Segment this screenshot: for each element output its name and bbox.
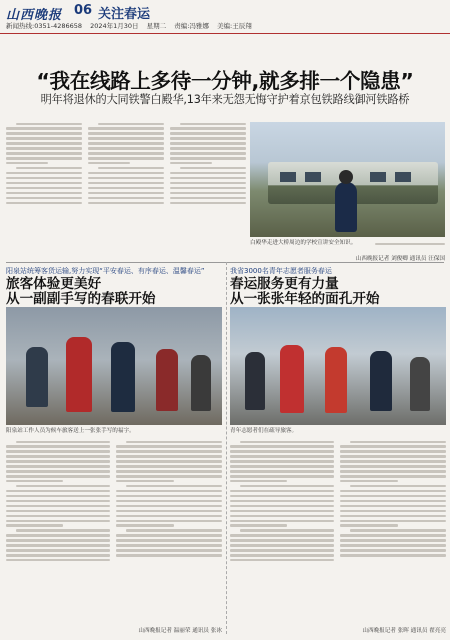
body-text-line xyxy=(230,534,334,536)
body-text-line xyxy=(6,187,82,189)
body-text-line xyxy=(6,450,110,452)
body-text-line xyxy=(6,202,82,204)
body-text-line xyxy=(116,554,222,556)
page-number: 06 xyxy=(74,3,93,18)
body-text-line xyxy=(6,495,110,497)
body-text-line xyxy=(6,182,82,184)
person-figure xyxy=(280,345,304,413)
body-text-line xyxy=(6,544,110,546)
train-window xyxy=(305,172,321,182)
body-text-line xyxy=(230,455,334,457)
body-text-line xyxy=(340,515,446,517)
body-text-line xyxy=(6,515,110,517)
body-text-line xyxy=(230,554,334,556)
person-figure xyxy=(370,351,392,411)
body-text-line xyxy=(230,524,287,526)
body-text-line xyxy=(230,445,334,447)
left-body-col-1 xyxy=(6,438,110,632)
body-text-line xyxy=(116,495,222,497)
body-text-line xyxy=(170,162,212,164)
person-figure xyxy=(66,337,92,412)
body-text-line xyxy=(116,515,222,517)
body-text-line xyxy=(170,157,246,159)
body-text-line xyxy=(126,529,222,531)
body-text-line xyxy=(88,172,164,174)
body-text-line xyxy=(88,137,164,139)
right-story-headline-2: 从一张张年轻的面孔开始 xyxy=(230,291,380,307)
body-text-line xyxy=(6,152,82,154)
body-text-line xyxy=(375,243,445,245)
left-story-headline-1: 旅客体验更美好 xyxy=(6,276,102,292)
body-text-line xyxy=(240,529,334,531)
body-text-line xyxy=(6,520,110,522)
right-story-credit: 山西晚报记者 张晖 通讯员 翟亮亮 xyxy=(362,628,446,634)
body-text-line xyxy=(170,197,246,199)
body-text-line xyxy=(170,177,246,179)
train-window xyxy=(280,172,296,182)
body-text-line xyxy=(98,167,164,169)
body-text-line xyxy=(170,187,246,189)
body-text-line xyxy=(340,520,446,522)
lead-photo-credit: 山西晚报记者 刘俊卿 通讯员 汪保国 xyxy=(355,256,445,262)
body-text-line xyxy=(6,460,110,462)
body-text-line xyxy=(88,142,164,144)
body-text-line xyxy=(88,152,164,154)
news-hotline: 新闻热线:0351-4286658 xyxy=(6,22,83,30)
body-text-line xyxy=(116,480,174,482)
body-text-line xyxy=(170,147,246,149)
body-text-line xyxy=(170,132,246,134)
issue-weekday: 星期二 xyxy=(146,22,167,30)
body-text-line xyxy=(6,157,82,159)
body-text-line xyxy=(88,127,164,129)
body-text-line xyxy=(230,510,334,512)
body-text-line xyxy=(340,495,446,497)
person-figure xyxy=(156,349,178,411)
body-text-line xyxy=(116,465,222,467)
body-text-line xyxy=(6,142,82,144)
body-text-line xyxy=(230,500,334,502)
body-text-line xyxy=(180,123,246,125)
body-text-line xyxy=(170,182,246,184)
body-text-line xyxy=(6,510,110,512)
body-text-line xyxy=(6,490,110,492)
body-text-line xyxy=(340,539,446,541)
officer-figure xyxy=(335,182,357,232)
body-text-line xyxy=(6,197,82,199)
person-figure xyxy=(410,357,430,411)
body-text-line xyxy=(340,510,446,512)
person-figure xyxy=(111,342,135,412)
left-body-col-2 xyxy=(116,438,222,624)
body-text-line xyxy=(6,137,82,139)
body-text-line xyxy=(170,172,246,174)
body-text-line xyxy=(6,445,110,447)
body-text-line xyxy=(116,544,222,546)
left-story-credit: 山西晚报记者 温丽荣 通讯员 张冰 xyxy=(138,628,222,634)
body-text-line xyxy=(88,157,164,159)
lead-photo-caption: 白殿华走进大桥周边的学校宣讲安全知识。 xyxy=(250,240,357,246)
body-text-line xyxy=(230,520,334,522)
body-text-line xyxy=(88,182,164,184)
body-text-line xyxy=(88,147,164,149)
body-text-line xyxy=(6,539,110,541)
body-text-line xyxy=(16,485,110,487)
body-text-line xyxy=(340,534,446,536)
body-text-line xyxy=(230,450,334,452)
body-text-line xyxy=(170,137,246,139)
body-text-line xyxy=(340,480,398,482)
body-text-line xyxy=(6,162,48,164)
body-text-line xyxy=(6,147,82,149)
designer-credit: 美编:王辰翔 xyxy=(217,22,252,30)
right-story-photo xyxy=(230,307,446,425)
body-text-line xyxy=(116,500,222,502)
body-text-line xyxy=(230,544,334,546)
body-text-line xyxy=(16,441,110,443)
body-text-line xyxy=(6,127,82,129)
body-text-line xyxy=(340,544,446,546)
body-text-line xyxy=(126,485,222,487)
body-text-line xyxy=(88,202,164,204)
body-text-line xyxy=(6,524,63,526)
body-text-line xyxy=(180,167,246,169)
body-text-line xyxy=(230,470,334,472)
body-text-line xyxy=(240,441,334,443)
body-text-line xyxy=(6,455,110,457)
body-text-line xyxy=(6,559,110,561)
body-text-line xyxy=(6,177,82,179)
body-text-line xyxy=(240,485,334,487)
body-text-line xyxy=(340,465,446,467)
body-text-line xyxy=(116,534,222,536)
left-story-kicker: 阳泉站统筹客货运输,努力实现“平安春运、有序春运、温馨春运” xyxy=(6,267,205,275)
body-text-line xyxy=(6,500,110,502)
lead-body-col-2 xyxy=(88,120,164,254)
body-text-line xyxy=(230,465,334,467)
body-text-line xyxy=(88,187,164,189)
person-figure xyxy=(245,352,265,410)
right-story-kicker: 我省3000名青年志愿者服务春运 xyxy=(230,267,332,275)
body-text-line xyxy=(88,162,130,164)
body-text-line xyxy=(170,202,246,204)
body-text-line xyxy=(340,450,446,452)
body-text-line xyxy=(230,559,334,561)
right-body-col-2 xyxy=(340,438,446,624)
body-text-line xyxy=(350,441,446,443)
body-text-line xyxy=(16,167,82,169)
body-text-line xyxy=(6,505,110,507)
issue-date: 2024年1月30日 xyxy=(90,22,139,30)
body-text-line xyxy=(116,455,222,457)
body-text-line xyxy=(340,470,446,472)
body-text-line xyxy=(340,490,446,492)
body-text-line xyxy=(230,490,334,492)
body-text-line xyxy=(116,490,222,492)
body-text-line xyxy=(6,534,110,536)
left-story-photo-caption: 阳泉站工作人员为候车旅客送上一张张手写的福字。 xyxy=(6,428,135,434)
body-text-line xyxy=(6,172,82,174)
body-text-line xyxy=(230,505,334,507)
page-masthead xyxy=(0,0,450,34)
body-text-line xyxy=(88,177,164,179)
body-text-line xyxy=(116,475,222,477)
body-text-line xyxy=(6,470,110,472)
body-text-line xyxy=(230,515,334,517)
lead-photo-train xyxy=(250,122,445,237)
body-text-line xyxy=(126,441,222,443)
person-figure xyxy=(191,355,211,411)
body-text-line xyxy=(170,152,246,154)
right-body-col-1 xyxy=(230,438,334,632)
body-text-line xyxy=(340,505,446,507)
body-text-line xyxy=(6,554,110,556)
body-text-line xyxy=(170,127,246,129)
masthead-meta xyxy=(6,21,258,30)
left-story-headline-2: 从一副副手写的春联开始 xyxy=(6,291,156,307)
body-text-line xyxy=(116,510,222,512)
body-text-line xyxy=(116,539,222,541)
body-text-line xyxy=(6,549,110,551)
section-divider xyxy=(6,262,444,263)
body-text-line xyxy=(116,524,174,526)
body-text-line xyxy=(350,485,446,487)
body-text-line xyxy=(6,465,110,467)
body-text-line xyxy=(340,524,398,526)
body-text-line xyxy=(116,460,222,462)
body-text-line xyxy=(170,192,246,194)
column-divider xyxy=(226,262,227,634)
person-figure xyxy=(325,347,347,413)
body-text-line xyxy=(6,192,82,194)
body-text-line xyxy=(350,529,446,531)
body-text-line xyxy=(340,475,446,477)
body-text-line xyxy=(340,460,446,462)
right-story-headline-1: 春运服务更有力量 xyxy=(230,276,339,292)
body-text-line xyxy=(16,529,110,531)
body-text-line xyxy=(116,445,222,447)
body-text-line xyxy=(230,460,334,462)
body-text-line xyxy=(116,450,222,452)
body-text-line xyxy=(340,445,446,447)
lead-body-col-1 xyxy=(6,120,82,254)
body-text-line xyxy=(116,549,222,551)
body-text-line xyxy=(230,549,334,551)
lead-headline: “我在线路上多待一分钟,就多排一个隐患” xyxy=(36,69,414,93)
body-text-line xyxy=(98,123,164,125)
person-figure xyxy=(26,347,48,407)
body-text-line xyxy=(88,192,164,194)
body-text-line xyxy=(340,554,446,556)
newspaper-logo: 山西晚报 xyxy=(6,8,63,23)
body-text-line xyxy=(88,197,164,199)
section-title: 关注春运 xyxy=(98,7,151,22)
body-text-line xyxy=(116,505,222,507)
body-text-line xyxy=(340,549,446,551)
body-text-line xyxy=(88,132,164,134)
body-text-line xyxy=(340,500,446,502)
right-story-photo-caption: 青年志愿者们在疏导旅客。 xyxy=(230,428,298,434)
body-text-line xyxy=(6,480,63,482)
body-text-line xyxy=(230,495,334,497)
lead-body-col-3 xyxy=(170,120,246,254)
lead-body-col-4 xyxy=(365,240,445,254)
left-story-photo xyxy=(6,307,222,425)
body-text-line xyxy=(6,475,110,477)
body-text-line xyxy=(16,123,82,125)
officer-head xyxy=(339,170,353,184)
body-text-line xyxy=(230,539,334,541)
body-text-line xyxy=(6,132,82,134)
body-text-line xyxy=(170,142,246,144)
train-window xyxy=(370,172,386,182)
train-window xyxy=(395,172,411,182)
body-text-line xyxy=(116,520,222,522)
lead-subhead: 明年将退休的大同铁警白殿华,13年来无怨无悔守护着京包铁路线御河铁路桥 xyxy=(40,93,410,106)
body-text-line xyxy=(230,475,334,477)
body-text-line xyxy=(340,455,446,457)
body-text-line xyxy=(116,470,222,472)
body-text-line xyxy=(230,480,287,482)
editor-credit: 责编:冯雅娜 xyxy=(174,22,209,30)
